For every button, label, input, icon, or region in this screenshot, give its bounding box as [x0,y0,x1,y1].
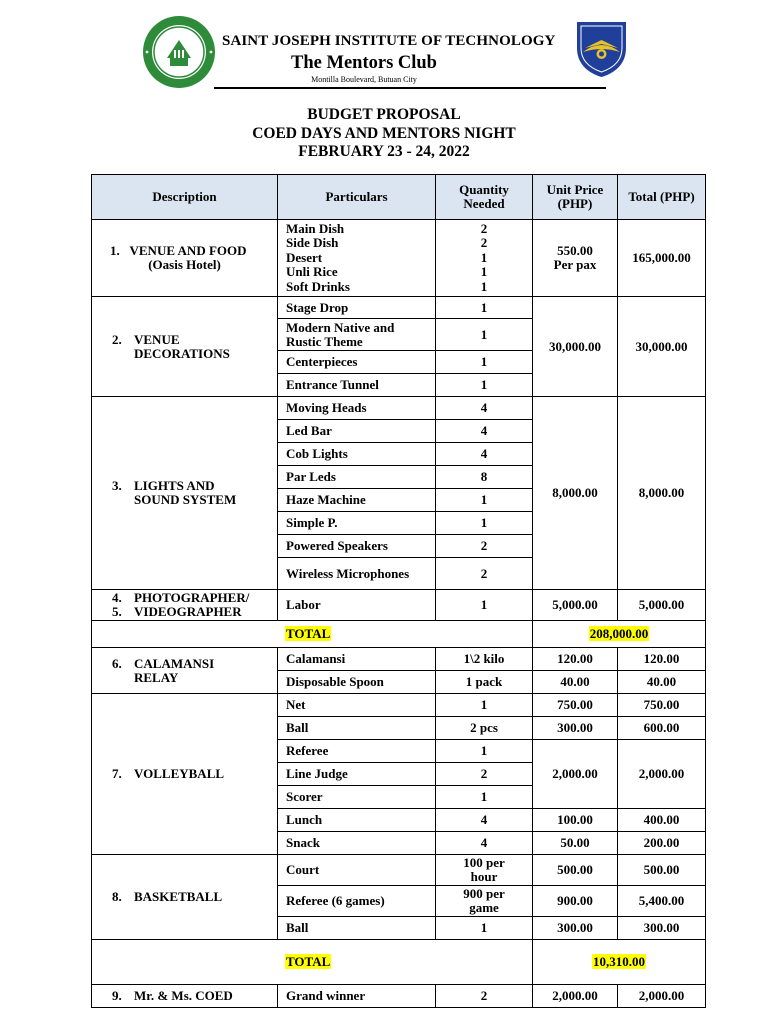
venue-name: (Oasis Hotel) [148,257,221,272]
venue-food-particulars: Main Dish Side Dish Desert Unli Rice Soft Drinks [278,220,436,297]
table-row [92,590,706,621]
particular-scorer: Scorer [278,786,436,809]
venue-food-total: 165,000.00 [618,220,706,297]
unit-price: 50.00 [533,832,618,855]
officials-total: 2,000.00 [618,740,706,809]
table-row [92,397,706,420]
line-total: 500.00 [618,855,706,886]
total-label-cell [92,621,533,648]
unit-price: 100.00 [533,809,618,832]
item-volleyball: 7. VOLLEYBALL [92,694,278,855]
particular-moving-heads: Moving Heads [278,397,436,420]
header-description: Description [92,175,278,220]
quantity: 2 [436,985,533,1008]
item-lights-sound: 3. LIGHTS AND SOUND SYSTEM [92,397,278,590]
line-total: 200.00 [618,832,706,855]
quantity: 1 [436,740,533,763]
particular-simple-p: Simple P. [278,512,436,535]
quantity: 4 [436,809,533,832]
title-event-name: COED DAYS AND MENTORS NIGHT [252,124,516,142]
particular-referee-games: Referee (6 games) [278,886,436,917]
title-budget-proposal: BUDGET PROPOSAL [307,106,461,123]
line-total: 5,400.00 [618,886,706,917]
quantity: 2 [436,763,533,786]
club-name: The Mentors Club [291,53,437,73]
item-calamansi-relay: 6. CALAMANSI RELAY [92,648,278,694]
particular-lunch: Lunch [278,809,436,832]
quantity: 1 pack [436,671,533,694]
institution-name: SAINT JOSEPH INSTITUTE OF TECHNOLOGY [222,33,556,49]
unit-price: 750.00 [533,694,618,717]
unit-price: 300.00 [533,917,618,940]
budget-table [91,174,706,1008]
item-photo-video: 4. PHOTOGRAPHER/ 5. VIDEOGRAPHER [92,590,278,621]
particular-calamansi: Calamansi [278,648,436,671]
header-particulars: Particulars [278,175,436,220]
club-address: Montilla Boulevard, Butuan City [311,75,417,84]
header-total: Total (PHP) [618,175,706,220]
officials-unit-price: 2,000.00 [533,740,618,809]
quantity: 900 per game [436,886,533,917]
table-row [92,694,706,717]
total-label: TOTAL [286,626,331,641]
total-label: TOTAL [286,954,331,969]
decorations-unit-price: 30,000.00 [533,297,618,397]
quantity: 1 [436,917,533,940]
item-mr-ms-coed: 9. Mr. & Ms. COED [92,985,278,1008]
quantity: 4 [436,397,533,420]
quantity: 1\2 kilo [436,648,533,671]
total-amount-cell [533,621,706,648]
particular-haze-machine: Haze Machine [278,489,436,512]
particular-disposable-spoon: Disposable Spoon [278,671,436,694]
unit-price: 500.00 [533,855,618,886]
quantity: 4 [436,832,533,855]
particular-cob-lights: Cob Lights [278,443,436,466]
table-header-row [92,175,706,220]
line-total: 40.00 [618,671,706,694]
unit-price: 900.00 [533,886,618,917]
decorations-total: 30,000.00 [618,297,706,397]
particular-line-judge: Line Judge [278,763,436,786]
unit-price: 2,000.00 [533,985,618,1008]
particular-powered-speakers: Powered Speakers [278,535,436,558]
table-row [92,855,706,886]
unit-price: 300.00 [533,717,618,740]
venue-food-quantities: 2 2 1 1 1 [436,220,533,297]
particular-ball: Ball [278,717,436,740]
particular-court: Court [278,855,436,886]
particular-referee: Referee [278,740,436,763]
quantity: 1 [436,694,533,717]
table-row [92,220,706,297]
venue-food-unit-price: 550.00 Per pax [533,220,618,297]
unit-price: 120.00 [533,648,618,671]
header-divider [214,87,606,89]
line-total: 2,000.00 [618,985,706,1008]
particular-led-bar: Led Bar [278,420,436,443]
document-header [0,0,768,100]
particular-par-leds: Par Leds [278,466,436,489]
item-decorations: 2. VENUE DECORATIONS [92,297,278,397]
school-seal-logo [141,14,217,90]
lights-unit-price: 8,000.00 [533,397,618,590]
total-row [92,621,706,648]
quantity: 8 [436,466,533,489]
table-row [92,648,706,671]
particular-centerpieces: Centerpieces [278,351,436,374]
quantity: 1 [436,489,533,512]
title-event-dates: FEBRUARY 23 - 24, 2022 [298,143,470,160]
table-row [92,985,706,1008]
line-total: 400.00 [618,809,706,832]
total-row [92,940,706,985]
quantity: 1 [436,297,533,319]
line-total: 300.00 [618,917,706,940]
quantity: 2 [436,535,533,558]
quantity: 1 [436,374,533,397]
particular-entrance-tunnel: Entrance Tunnel [278,374,436,397]
photo-unit-price: 5,000.00 [533,590,618,621]
line-total: 120.00 [618,648,706,671]
total-amount-cell [533,940,706,985]
particular-stage-drop: Stage Drop [278,297,436,319]
header-quantity: Quantity Needed [436,175,533,220]
particular-wireless-microphones: Wireless Microphones [278,558,436,590]
proposal-titles [0,106,768,162]
quantity: 1 [436,351,533,374]
particular-grand-winner: Grand winner [278,985,436,1008]
quantity: 100 per hour [436,855,533,886]
quantity: 4 [436,443,533,466]
particular-snack: Snack [278,832,436,855]
mentors-club-logo [571,18,632,79]
line-total: 750.00 [618,694,706,717]
quantity: 2 pcs [436,717,533,740]
line-total: 600.00 [618,717,706,740]
quantity: 4 [436,420,533,443]
total-amount: 208,000.00 [589,626,649,641]
photo-total: 5,000.00 [618,590,706,621]
total-amount: 10,310.00 [593,954,645,969]
unit-price: 40.00 [533,671,618,694]
quantity: 1 [436,512,533,535]
quantity: 1 [436,319,533,351]
quantity: 2 [436,558,533,590]
header-unit-price: Unit Price (PHP) [533,175,618,220]
particular-labor: Labor [278,590,436,621]
total-label-cell [92,940,533,985]
particular-ball: Ball [278,917,436,940]
particular-net: Net [278,694,436,717]
lights-total: 8,000.00 [618,397,706,590]
table-row [92,297,706,319]
item-venue-food: 1. VENUE AND FOOD (Oasis Hotel) [92,220,278,297]
item-basketball: 8. BASKETBALL [92,855,278,940]
quantity: 1 [436,786,533,809]
quantity: 1 [436,590,533,621]
particular-theme: Modern Native and Rustic Theme [278,319,436,351]
